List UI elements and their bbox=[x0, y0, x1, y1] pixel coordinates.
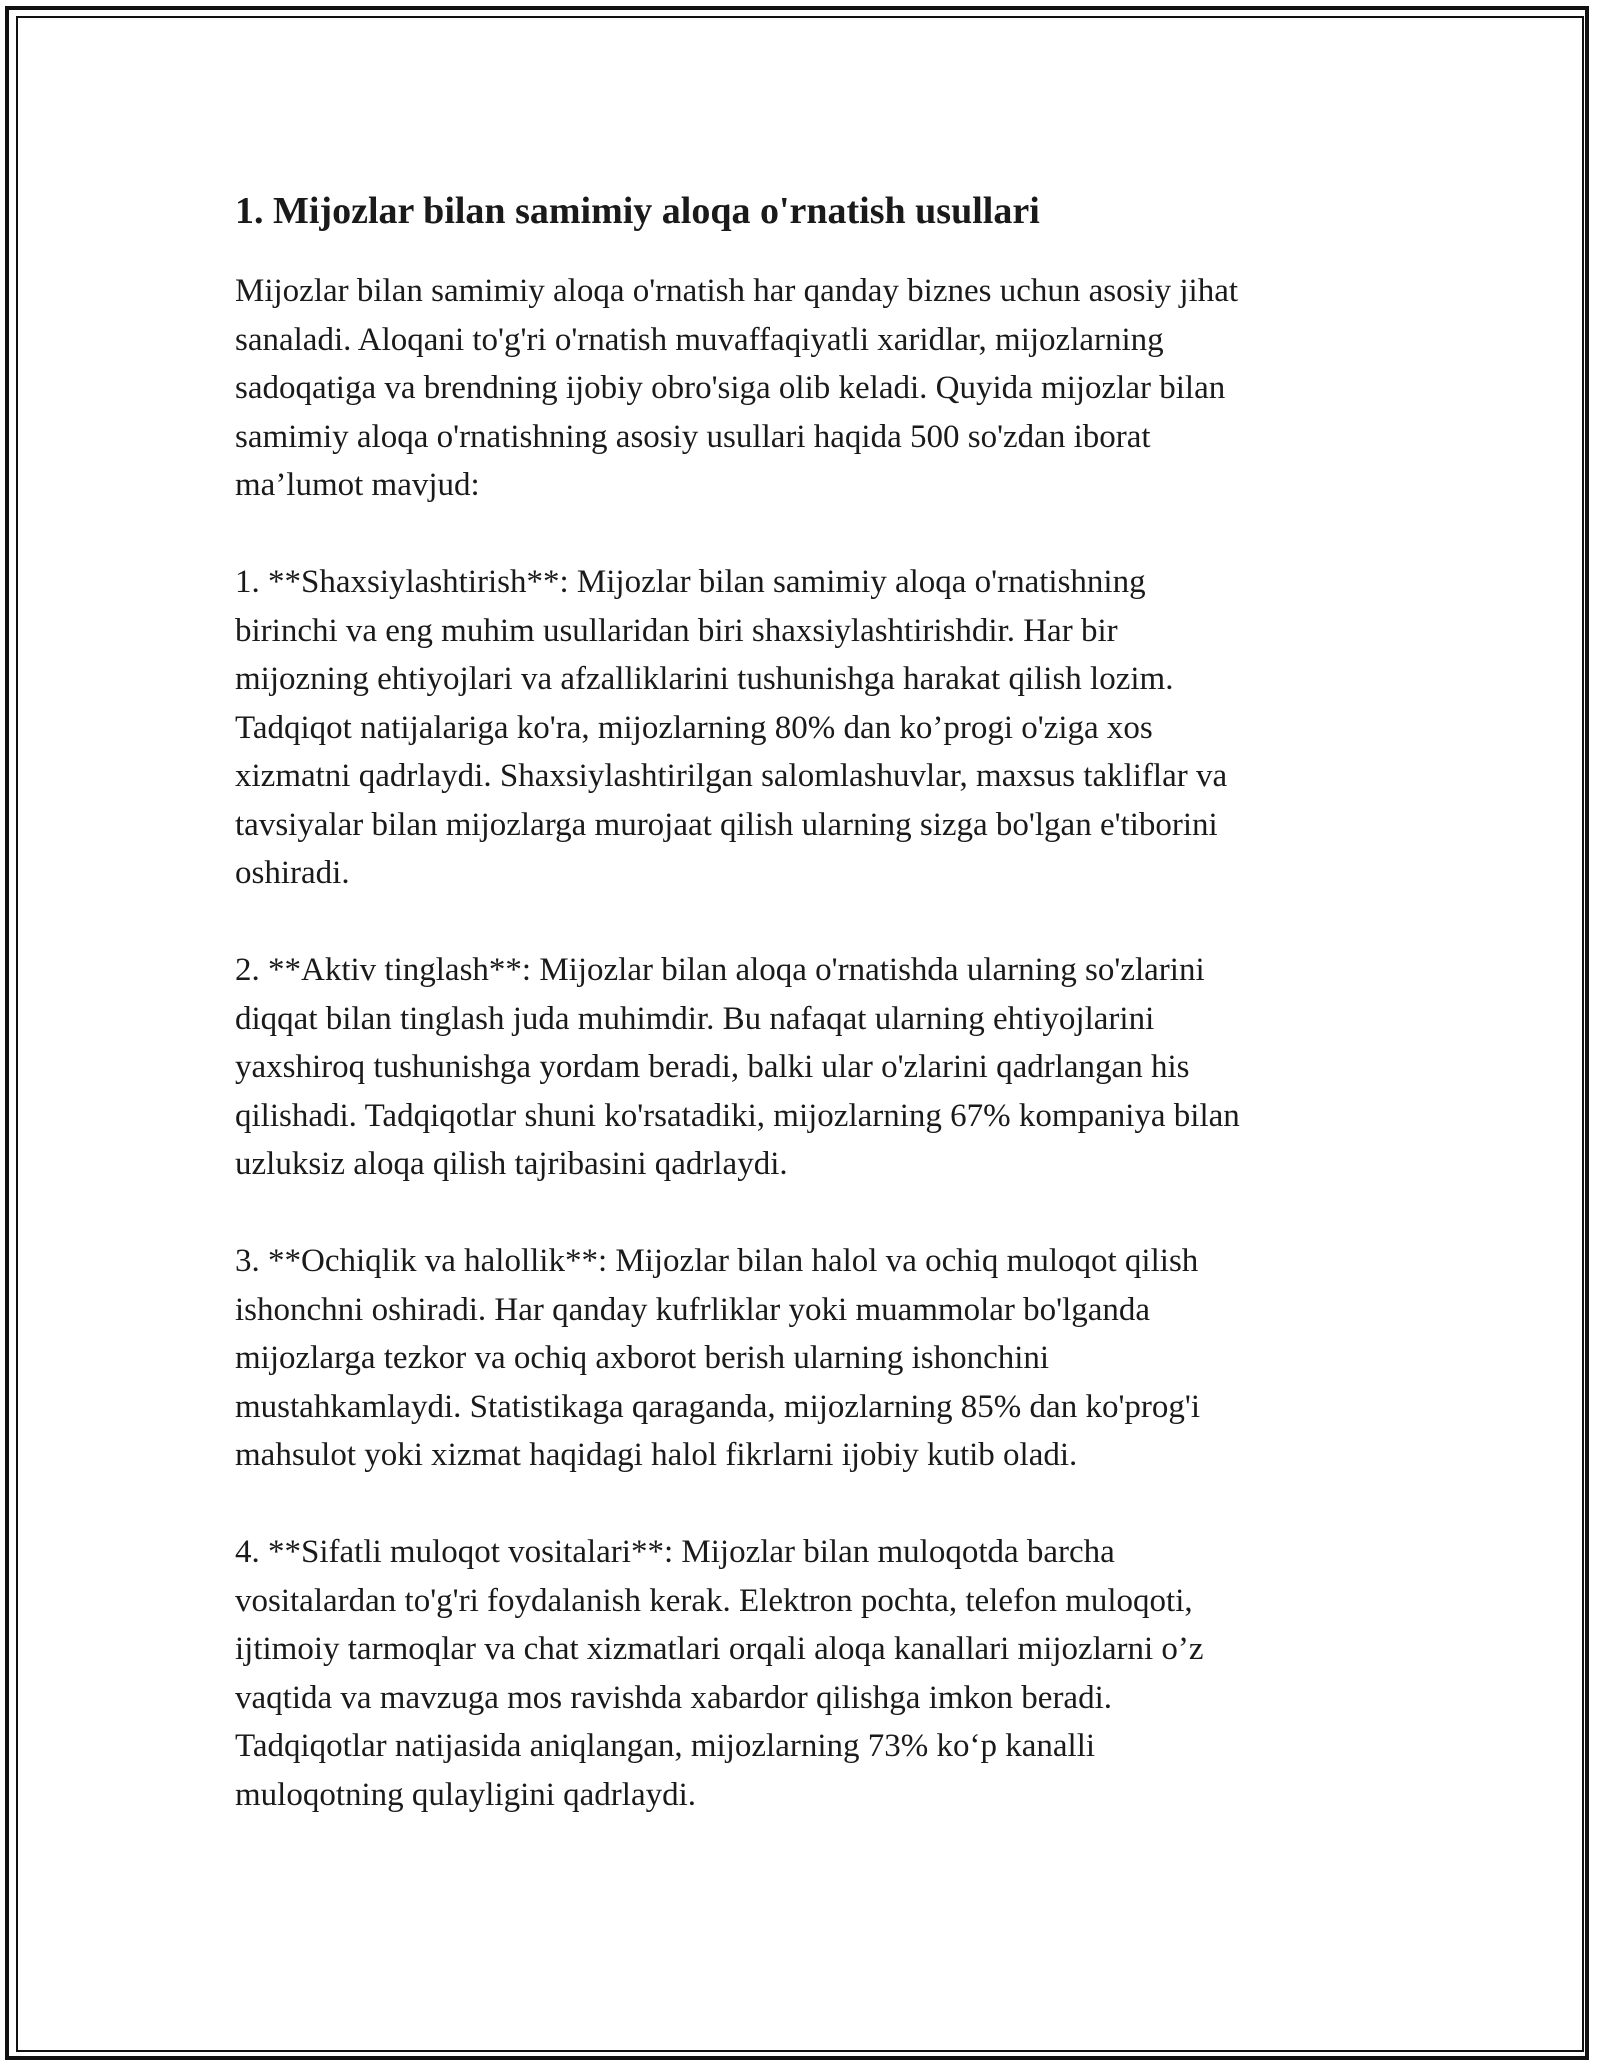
paragraph-gap bbox=[235, 510, 1375, 559]
paragraph-active-listening: 2. **Aktiv tinglash**: Mijozlar bilan aloqa o'rnatishda ularning so'zlarini diqqat bilan tinglash juda muhimdir. Bu nafaqat ularning ehtiyojlarini yaxshiroq tushunishga yordam beradi, balki ular o'zlarini qadrlangan his qilishadi. Tadqiqotlar shuni ko'rsatadiki, mijozlarning 67% kompaniya bilan uzluksiz aloqa qilish tajribasini qadrlaydi. bbox=[235, 952, 1240, 1182]
paragraph-gap bbox=[235, 1189, 1375, 1238]
paragraph-gap bbox=[235, 1480, 1375, 1529]
document-body bbox=[235, 187, 1375, 1819]
document-title: 1. Mijozlar bilan samimiy aloqa o'rnatish usullari bbox=[235, 190, 1040, 232]
paragraph-gap bbox=[235, 898, 1375, 947]
paragraph-openness-honesty: 3. **Ochiqlik va halollik**: Mijozlar bilan halol va ochiq muloqot qilish ishonchni oshiradi. Har qanday kufrliklar yoki muammolar bo'lganda mijozlarga tezkor va ochiq axborot berish ularning ishonchini mustahkamlaydi. Statistikaga qaraganda, mijozlarning 85% dan ko'prog'i mahsulot yoki xizmat haqidagi halol fikrlarni ijobiy kutib oladi. bbox=[235, 1243, 1200, 1473]
paragraph-communication-tools: 4. **Sifatli muloqot vositalari**: Mijozlar bilan muloqotda barcha vositalardan to'g'ri foydalanish kerak. Elektron pochta, telefon muloqoti, ijtimoiy tarmoqlar va chat xizmatlari orqali aloqa kanallari mijozlarni o’z vaqtida va mavzuga mos ravishda xabardor qilishga imkon beradi. Tadqiqotlar natijasida aniqlangan, mijozlarning 73% ko‘p kanalli muloqotning qulayligini qadrlaydi. bbox=[235, 1534, 1204, 1813]
intro-paragraph: Mijozlar bilan samimiy aloqa o'rnatish har qanday biznes uchun asosiy jihat sanaladi. Aloqani to'g'ri o'rnatish muvaffaqiyatli xaridlar, mijozlarning sadoqatiga va brendning ijobiy obro'siga olib keladi. Quyida mijozlar bilan samimiy aloqa o'rnatishning asosiy usullari haqida 500 so'zdan iborat ma’lumot mavjud: bbox=[235, 273, 1239, 503]
paragraph-personalization: 1. **Shaxsiylashtirish**: Mijozlar bilan samimiy aloqa o'rnatishning birinchi va eng muhim usullaridan biri shaxsiylashtirishdir. Har bir mijozning ehtiyojlari va afzalliklarini tushunishga harakat qilish lozim. Tadqiqot natijalariga ko'ra, mijozlarning 80% dan ko’progi o'ziga xos xizmatni qadrlaydi. Shaxsiylashtirilgan salomlashuvlar, maxsus takliflar va tavsiyalar bilan mijozlarga murojaat qilish ularning sizga bo'lgan e'tiborini oshiradi. bbox=[235, 564, 1228, 891]
